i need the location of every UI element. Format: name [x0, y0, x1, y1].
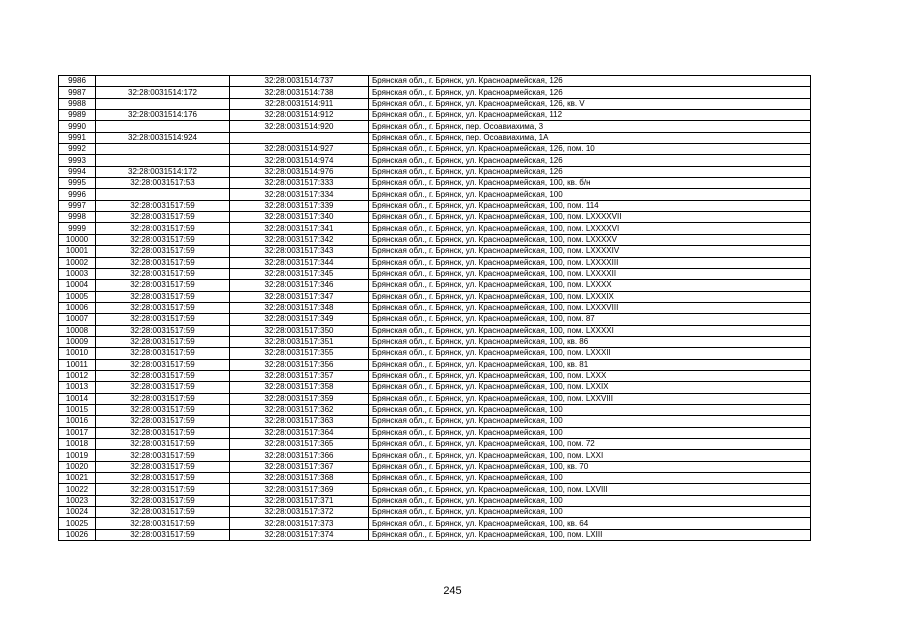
address-cell: Брянская обл., г. Брянск, пер. Осоавиахима, 3 [369, 121, 811, 132]
row-number-cell: 10014 [59, 393, 96, 404]
row-number-cell: 10025 [59, 518, 96, 529]
table-row [59, 473, 811, 484]
table-row [59, 314, 811, 325]
parent-cadastral-number-cell [96, 98, 230, 109]
parent-cadastral-number-cell: 32:28:0031517:53 [96, 178, 230, 189]
row-number-cell: 10004 [59, 280, 96, 291]
parent-cadastral-number-cell [96, 76, 230, 87]
parent-cadastral-number-cell: 32:28:0031517:59 [96, 223, 230, 234]
parent-cadastral-number-cell: 32:28:0031514:172 [96, 166, 230, 177]
table-row [59, 325, 811, 336]
row-number-cell: 10008 [59, 325, 96, 336]
cadastral-number-cell: 32:28:0031517:346 [230, 280, 369, 291]
parent-cadastral-number-cell: 32:28:0031517:59 [96, 439, 230, 450]
address-cell: Брянская обл., г. Брянск, ул. Красноармейская, 100, пом. LXXXXIV [369, 246, 811, 257]
parent-cadastral-number-cell: 32:28:0031517:59 [96, 359, 230, 370]
address-cell: Брянская обл., г. Брянск, ул. Красноармейская, 100 [369, 416, 811, 427]
row-number-cell: 10026 [59, 529, 96, 540]
cadastral-number-cell: 32:28:0031517:355 [230, 348, 369, 359]
table-row [59, 155, 811, 166]
address-cell: Брянская обл., г. Брянск, ул. Красноармейская, 100, пом. LXXXIX [369, 291, 811, 302]
row-number-cell: 10015 [59, 404, 96, 415]
address-cell: Брянская обл., г. Брянск, ул. Красноармейская, 100, кв. 64 [369, 518, 811, 529]
cadastral-number-cell: 32:28:0031514:920 [230, 121, 369, 132]
parent-cadastral-number-cell: 32:28:0031517:59 [96, 473, 230, 484]
cadastral-number-cell: 32:28:0031517:349 [230, 314, 369, 325]
parent-cadastral-number-cell: 32:28:0031517:59 [96, 268, 230, 279]
address-cell: Брянская обл., г. Брянск, ул. Красноармейская, 100, пом. LXXIX [369, 382, 811, 393]
cadastral-number-cell: 32:28:0031517:340 [230, 212, 369, 223]
row-number-cell: 9987 [59, 87, 96, 98]
table-row [59, 382, 811, 393]
row-number-cell: 10020 [59, 461, 96, 472]
address-cell: Брянская обл., г. Брянск, ул. Красноармейская, 100, кв. б/н [369, 178, 811, 189]
parent-cadastral-number-cell: 32:28:0031517:59 [96, 393, 230, 404]
address-cell: Брянская обл., г. Брянск, ул. Красноармейская, 126, кв. V [369, 98, 811, 109]
address-cell: Брянская обл., г. Брянск, ул. Красноармейская, 100, пом. LXXXXI [369, 325, 811, 336]
cadastral-number-cell: 32:28:0031517:350 [230, 325, 369, 336]
table-row [59, 268, 811, 279]
cadastral-number-cell: 32:28:0031514:976 [230, 166, 369, 177]
parent-cadastral-number-cell [96, 155, 230, 166]
row-number-cell: 10009 [59, 336, 96, 347]
parent-cadastral-number-cell: 32:28:0031517:59 [96, 291, 230, 302]
parent-cadastral-number-cell: 32:28:0031517:59 [96, 518, 230, 529]
cadastral-number-cell: 32:28:0031517:369 [230, 484, 369, 495]
row-number-cell: 10000 [59, 234, 96, 245]
row-number-cell: 10018 [59, 439, 96, 450]
parent-cadastral-number-cell: 32:28:0031514:176 [96, 110, 230, 121]
table-row [59, 212, 811, 223]
table-row [59, 223, 811, 234]
address-cell: Брянская обл., г. Брянск, ул. Красноармейская, 100 [369, 495, 811, 506]
row-number-cell: 10005 [59, 291, 96, 302]
address-cell: Брянская обл., г. Брянск, ул. Красноармейская, 100, пом. 114 [369, 200, 811, 211]
address-cell: Брянская обл., г. Брянск, ул. Красноармейская, 126 [369, 76, 811, 87]
parent-cadastral-number-cell: 32:28:0031517:59 [96, 314, 230, 325]
table-row [59, 495, 811, 506]
row-number-cell: 10016 [59, 416, 96, 427]
table-row [59, 507, 811, 518]
cadastral-number-cell: 32:28:0031517:339 [230, 200, 369, 211]
table-row [59, 291, 811, 302]
table-row [59, 132, 811, 143]
row-number-cell: 10010 [59, 348, 96, 359]
row-number-cell: 10022 [59, 484, 96, 495]
cadastral-number-cell: 32:28:0031517:347 [230, 291, 369, 302]
row-number-cell: 9990 [59, 121, 96, 132]
parent-cadastral-number-cell: 32:28:0031517:59 [96, 382, 230, 393]
address-cell: Брянская обл., г. Брянск, ул. Красноармейская, 100, кв. 86 [369, 336, 811, 347]
row-number-cell: 10003 [59, 268, 96, 279]
table-row [59, 529, 811, 540]
row-number-cell: 10006 [59, 302, 96, 313]
row-number-cell: 9999 [59, 223, 96, 234]
address-cell: Брянская обл., г. Брянск, пер. Осоавиахима, 1А [369, 132, 811, 143]
row-number-cell: 9998 [59, 212, 96, 223]
table-row [59, 280, 811, 291]
address-cell: Брянская обл., г. Брянск, ул. Красноармейская, 100, пом. LXXXVIII [369, 302, 811, 313]
parent-cadastral-number-cell: 32:28:0031517:59 [96, 257, 230, 268]
address-cell: Брянская обл., г. Брянск, ул. Красноармейская, 126, пом. 10 [369, 144, 811, 155]
address-cell: Брянская обл., г. Брянск, ул. Красноармейская, 100 [369, 404, 811, 415]
parent-cadastral-number-cell: 32:28:0031514:172 [96, 87, 230, 98]
parent-cadastral-number-cell: 32:28:0031517:59 [96, 325, 230, 336]
row-number-cell: 9996 [59, 189, 96, 200]
row-number-cell: 10013 [59, 382, 96, 393]
row-number-cell: 10002 [59, 257, 96, 268]
parent-cadastral-number-cell: 32:28:0031517:59 [96, 529, 230, 540]
table-row [59, 234, 811, 245]
cadastral-number-cell: 32:28:0031517:343 [230, 246, 369, 257]
cadastral-number-cell: 32:28:0031517:351 [230, 336, 369, 347]
table-row [59, 121, 811, 132]
row-number-cell: 9989 [59, 110, 96, 121]
registry-table-body [59, 76, 811, 541]
table-row [59, 393, 811, 404]
cadastral-number-cell: 32:28:0031514:912 [230, 110, 369, 121]
table-row [59, 484, 811, 495]
parent-cadastral-number-cell: 32:28:0031517:59 [96, 370, 230, 381]
cadastral-number-cell: 32:28:0031517:362 [230, 404, 369, 415]
table-row [59, 302, 811, 313]
table-row [59, 461, 811, 472]
cadastral-number-cell: 32:28:0031517:365 [230, 439, 369, 450]
parent-cadastral-number-cell [96, 121, 230, 132]
row-number-cell: 10011 [59, 359, 96, 370]
row-number-cell: 10021 [59, 473, 96, 484]
address-cell: Брянская обл., г. Брянск, ул. Красноармейская, 100, пом. LXXXX [369, 280, 811, 291]
table-row [59, 336, 811, 347]
parent-cadastral-number-cell: 32:28:0031517:59 [96, 495, 230, 506]
parent-cadastral-number-cell: 32:28:0031514:924 [96, 132, 230, 143]
parent-cadastral-number-cell: 32:28:0031517:59 [96, 404, 230, 415]
table-row [59, 416, 811, 427]
address-cell: Брянская обл., г. Брянск, ул. Красноармейская, 100, кв. 70 [369, 461, 811, 472]
row-number-cell: 9988 [59, 98, 96, 109]
table-row [59, 370, 811, 381]
table-row [59, 189, 811, 200]
address-cell: Брянская обл., г. Брянск, ул. Красноармейская, 100, пом. LXIII [369, 529, 811, 540]
table-row [59, 98, 811, 109]
parent-cadastral-number-cell: 32:28:0031517:59 [96, 246, 230, 257]
row-number-cell: 9993 [59, 155, 96, 166]
cadastral-number-cell: 32:28:0031517:357 [230, 370, 369, 381]
cadastral-number-cell [230, 132, 369, 143]
table-row [59, 87, 811, 98]
cadastral-number-cell: 32:28:0031517:373 [230, 518, 369, 529]
row-number-cell: 9995 [59, 178, 96, 189]
row-number-cell: 10023 [59, 495, 96, 506]
table-row [59, 110, 811, 121]
cadastral-number-cell: 32:28:0031517:367 [230, 461, 369, 472]
table-row [59, 178, 811, 189]
cadastral-number-cell: 32:28:0031517:358 [230, 382, 369, 393]
address-cell: Брянская обл., г. Брянск, ул. Красноармейская, 100, пом. LXXVIII [369, 393, 811, 404]
address-cell: Брянская обл., г. Брянск, ул. Красноармейская, 100, пом. LXXXXVI [369, 223, 811, 234]
address-cell: Брянская обл., г. Брянск, ул. Красноармейская, 100, пом. LXXXXII [369, 268, 811, 279]
address-cell: Брянская обл., г. Брянск, ул. Красноармейская, 100, пом. LXXXII [369, 348, 811, 359]
address-cell: Брянская обл., г. Брянск, ул. Красноармейская, 100 [369, 189, 811, 200]
parent-cadastral-number-cell [96, 144, 230, 155]
table-row [59, 404, 811, 415]
address-cell: Брянская обл., г. Брянск, ул. Красноармейская, 100, пом. LXXI [369, 450, 811, 461]
row-number-cell: 10017 [59, 427, 96, 438]
address-cell: Брянская обл., г. Брянск, ул. Красноармейская, 112 [369, 110, 811, 121]
parent-cadastral-number-cell: 32:28:0031517:59 [96, 336, 230, 347]
parent-cadastral-number-cell: 32:28:0031517:59 [96, 461, 230, 472]
cadastral-number-cell: 32:28:0031517:356 [230, 359, 369, 370]
cadastral-number-cell: 32:28:0031514:974 [230, 155, 369, 166]
row-number-cell: 9992 [59, 144, 96, 155]
row-number-cell: 9986 [59, 76, 96, 87]
parent-cadastral-number-cell: 32:28:0031517:59 [96, 212, 230, 223]
table-row [59, 166, 811, 177]
parent-cadastral-number-cell: 32:28:0031517:59 [96, 348, 230, 359]
row-number-cell: 9997 [59, 200, 96, 211]
address-cell: Брянская обл., г. Брянск, ул. Красноармейская, 100, пом. LXXXXV [369, 234, 811, 245]
cadastral-number-cell: 32:28:0031517:372 [230, 507, 369, 518]
cadastral-number-cell: 32:28:0031517:374 [230, 529, 369, 540]
table-row [59, 246, 811, 257]
address-cell: Брянская обл., г. Брянск, ул. Красноармейская, 100, пом. LXXXXVII [369, 212, 811, 223]
cadastral-number-cell: 32:28:0031517:333 [230, 178, 369, 189]
parent-cadastral-number-cell: 32:28:0031517:59 [96, 302, 230, 313]
parent-cadastral-number-cell: 32:28:0031517:59 [96, 200, 230, 211]
parent-cadastral-number-cell: 32:28:0031517:59 [96, 280, 230, 291]
parent-cadastral-number-cell: 32:28:0031517:59 [96, 507, 230, 518]
row-number-cell: 9991 [59, 132, 96, 143]
cadastral-number-cell: 32:28:0031517:363 [230, 416, 369, 427]
address-cell: Брянская обл., г. Брянск, ул. Красноармейская, 100 [369, 427, 811, 438]
parent-cadastral-number-cell: 32:28:0031517:59 [96, 234, 230, 245]
page-number: 245 [443, 585, 462, 597]
cadastral-number-cell: 32:28:0031517:364 [230, 427, 369, 438]
table-row [59, 144, 811, 155]
cadastral-number-cell: 32:28:0031517:342 [230, 234, 369, 245]
row-number-cell: 10001 [59, 246, 96, 257]
parent-cadastral-number-cell: 32:28:0031517:59 [96, 427, 230, 438]
address-cell: Брянская обл., г. Брянск, ул. Красноармейская, 126 [369, 155, 811, 166]
address-cell: Брянская обл., г. Брянск, ул. Красноармейская, 100, пом. LXXX [369, 370, 811, 381]
address-cell: Брянская обл., г. Брянск, ул. Красноармейская, 100 [369, 473, 811, 484]
cadastral-number-cell: 32:28:0031517:359 [230, 393, 369, 404]
cadastral-number-cell: 32:28:0031514:927 [230, 144, 369, 155]
table-row [59, 518, 811, 529]
cadastral-number-cell: 32:28:0031517:345 [230, 268, 369, 279]
table-row [59, 450, 811, 461]
table-row [59, 427, 811, 438]
address-cell: Брянская обл., г. Брянск, ул. Красноармейская, 126 [369, 87, 811, 98]
address-cell: Брянская обл., г. Брянск, ул. Красноармейская, 100, пом. 87 [369, 314, 811, 325]
parent-cadastral-number-cell: 32:28:0031517:59 [96, 450, 230, 461]
cadastral-number-cell: 32:28:0031517:371 [230, 495, 369, 506]
address-cell: Брянская обл., г. Брянск, ул. Красноармейская, 100, пом. LXVIII [369, 484, 811, 495]
table-row [59, 257, 811, 268]
cadastral-number-cell: 32:28:0031517:368 [230, 473, 369, 484]
row-number-cell: 10024 [59, 507, 96, 518]
table-row [59, 439, 811, 450]
address-cell: Брянская обл., г. Брянск, ул. Красноармейская, 100, пом. 72 [369, 439, 811, 450]
parent-cadastral-number-cell [96, 189, 230, 200]
table-row [59, 348, 811, 359]
cadastral-number-cell: 32:28:0031514:911 [230, 98, 369, 109]
address-cell: Брянская обл., г. Брянск, ул. Красноармейская, 100 [369, 507, 811, 518]
cadastral-number-cell: 32:28:0031517:341 [230, 223, 369, 234]
table-row [59, 76, 811, 87]
registry-table [58, 75, 811, 541]
row-number-cell: 10012 [59, 370, 96, 381]
cadastral-number-cell: 32:28:0031514:738 [230, 87, 369, 98]
address-cell: Брянская обл., г. Брянск, ул. Красноармейская, 100, пом. LXXXXIII [369, 257, 811, 268]
cadastral-number-cell: 32:28:0031517:348 [230, 302, 369, 313]
address-cell: Брянская обл., г. Брянск, ул. Красноармейская, 126 [369, 166, 811, 177]
cadastral-number-cell: 32:28:0031514:737 [230, 76, 369, 87]
row-number-cell: 10019 [59, 450, 96, 461]
table-row [59, 359, 811, 370]
row-number-cell: 10007 [59, 314, 96, 325]
table-row [59, 200, 811, 211]
row-number-cell: 9994 [59, 166, 96, 177]
cadastral-number-cell: 32:28:0031517:344 [230, 257, 369, 268]
cadastral-number-cell: 32:28:0031517:366 [230, 450, 369, 461]
cadastral-number-cell: 32:28:0031517:334 [230, 189, 369, 200]
parent-cadastral-number-cell: 32:28:0031517:59 [96, 416, 230, 427]
address-cell: Брянская обл., г. Брянск, ул. Красноармейская, 100, кв. 81 [369, 359, 811, 370]
parent-cadastral-number-cell: 32:28:0031517:59 [96, 484, 230, 495]
